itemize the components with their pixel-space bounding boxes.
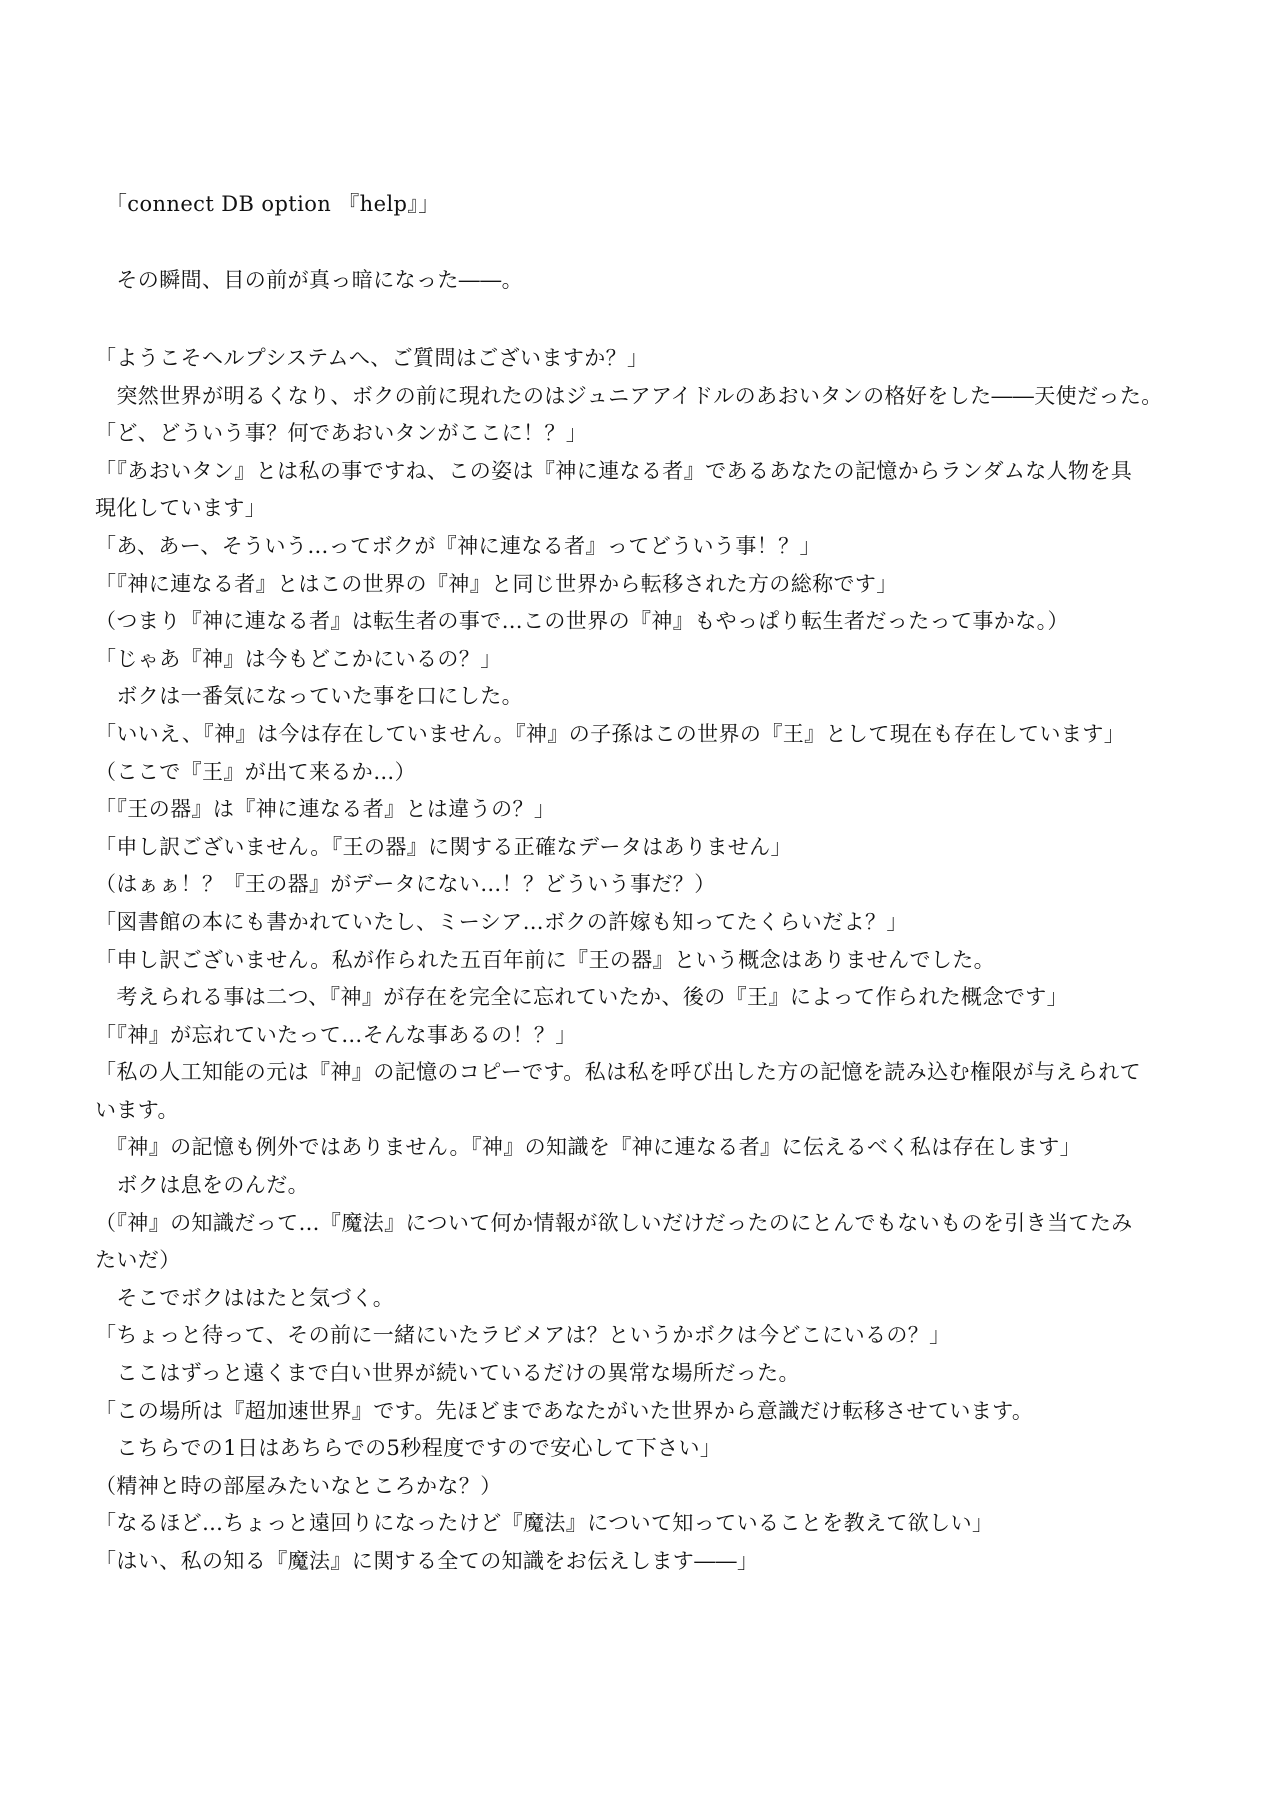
text-line: 突然世界が明るくなり、ボクの前に現れたのはジュニアアイドルのあおいタンの格好をした――天使だった。 — [95, 383, 1163, 408]
text-line: 「図書館の本にも書かれていたし、ミーシア…ボクの許嫁も知ってたくらいだよ？」 — [95, 909, 908, 934]
text-line: 「あ、あー、そういう…ってボクが『神に連なる者』ってどういう事！？」 — [95, 533, 821, 558]
text-line: 現化しています」 — [95, 496, 267, 521]
text-line: たいだ） — [95, 1248, 181, 1273]
text-line: 「ど、どういう事？何であおいタンがここに！？」 — [95, 421, 588, 446]
text-line: 「この場所は『超加速世界』です。先ほどまであなたがいた世界から意識だけ転移させています。 — [95, 1398, 1034, 1423]
text-line: 『神』の記憶も例外ではありません。『神』の知識を『神に連なる者』に伝えるべく私は存在します」 — [95, 1135, 1082, 1160]
text-line: そこでボクははたと気づく。 — [95, 1285, 395, 1310]
text-line: （『神』の知識だって…『魔法』について何か情報が欲しいだけだったのにとんでもないものを引き当てたみ — [95, 1210, 1133, 1235]
text-line: （精神と時の部屋みたいなところかな？） — [95, 1473, 502, 1498]
text-line: 「私の人工知能の元は『神』の記憶のコピーです。私は私を呼び出した方の記憶を読み込む権限が与えられて — [95, 1060, 1142, 1085]
text-line: その瞬間、目の前が真っ暗になった――。 — [95, 268, 523, 292]
text-line: 「『あおいタン』とは私の事ですね、この姿は『神に連なる者』であるあなたの記憶からランダムな人物を具 — [95, 458, 1133, 483]
text-line: 「connect DB option 『help』」 — [95, 192, 440, 216]
narration-block — [95, 262, 1225, 300]
text-line: 「はい、私の知る『魔法』に関する全ての知識をお伝えします――」 — [95, 1549, 759, 1573]
text-line: 「『王の器』は『神に連なる者』とは違うの？」 — [95, 797, 556, 822]
text-line: 「『神に連なる者』とはこの世界の『神』と同じ世界から転移された方の総称です」 — [95, 571, 898, 596]
opening-block — [95, 186, 1225, 224]
text-line: 「じゃあ『神』は今もどこかにいるの？」 — [95, 646, 502, 671]
text-line: 「なるほど…ちょっと遠回りになったけど『魔法』について知っていることを教えて欲しい」 — [95, 1511, 994, 1536]
text-line: 「申し訳ございません。私が作られた五百年前に『王の器』という概念はありませんでした。 — [95, 947, 996, 972]
text-line: （つまり『神に連なる者』は転生者の事で…この世界の『神』もやっぱり転生者だったって事かな。） — [95, 609, 1069, 634]
text-line: （はぁぁ！？『王の器』がデータにない…！？どういう事だ？） — [95, 872, 716, 897]
text-line: 「ちょっと待って、その前に一緒にいたラビメアは？というかボクは今どこにいるの？」 — [95, 1323, 951, 1348]
text-line: 「ようこそヘルプシステムへ、ご質問はございますか？」 — [95, 346, 649, 370]
text-line: ボクは息をのんだ。 — [95, 1173, 309, 1198]
body-text — [95, 340, 1225, 1581]
text-line: います。 — [95, 1097, 179, 1122]
text-line: （ここで『王』が出て来るか…） — [95, 759, 416, 784]
text-line: ボクは一番気になっていた事を口にした。 — [95, 684, 523, 709]
text-line: ここはずっと遠くまで白い世界が続いているだけの異常な場所だった。 — [95, 1361, 800, 1386]
text-line: 「いいえ、『神』は今は存在していません。『神』の子孫はこの世界の『王』として現在も存在しています」 — [95, 721, 1126, 746]
text-line: 「『神』が忘れていたって…そんな事あるの！？」 — [95, 1022, 577, 1047]
text-line: 「申し訳ございません。『王の器』に関する正確なデータはありません」 — [95, 834, 792, 859]
text-line: 考えられる事は二つ、『神』が存在を完全に忘れていたか、後の『王』によって作られた概念です」 — [95, 985, 1069, 1010]
text-line: こちらでの1日はあちらでの5秒程度ですので安心して下さい」 — [95, 1436, 722, 1461]
